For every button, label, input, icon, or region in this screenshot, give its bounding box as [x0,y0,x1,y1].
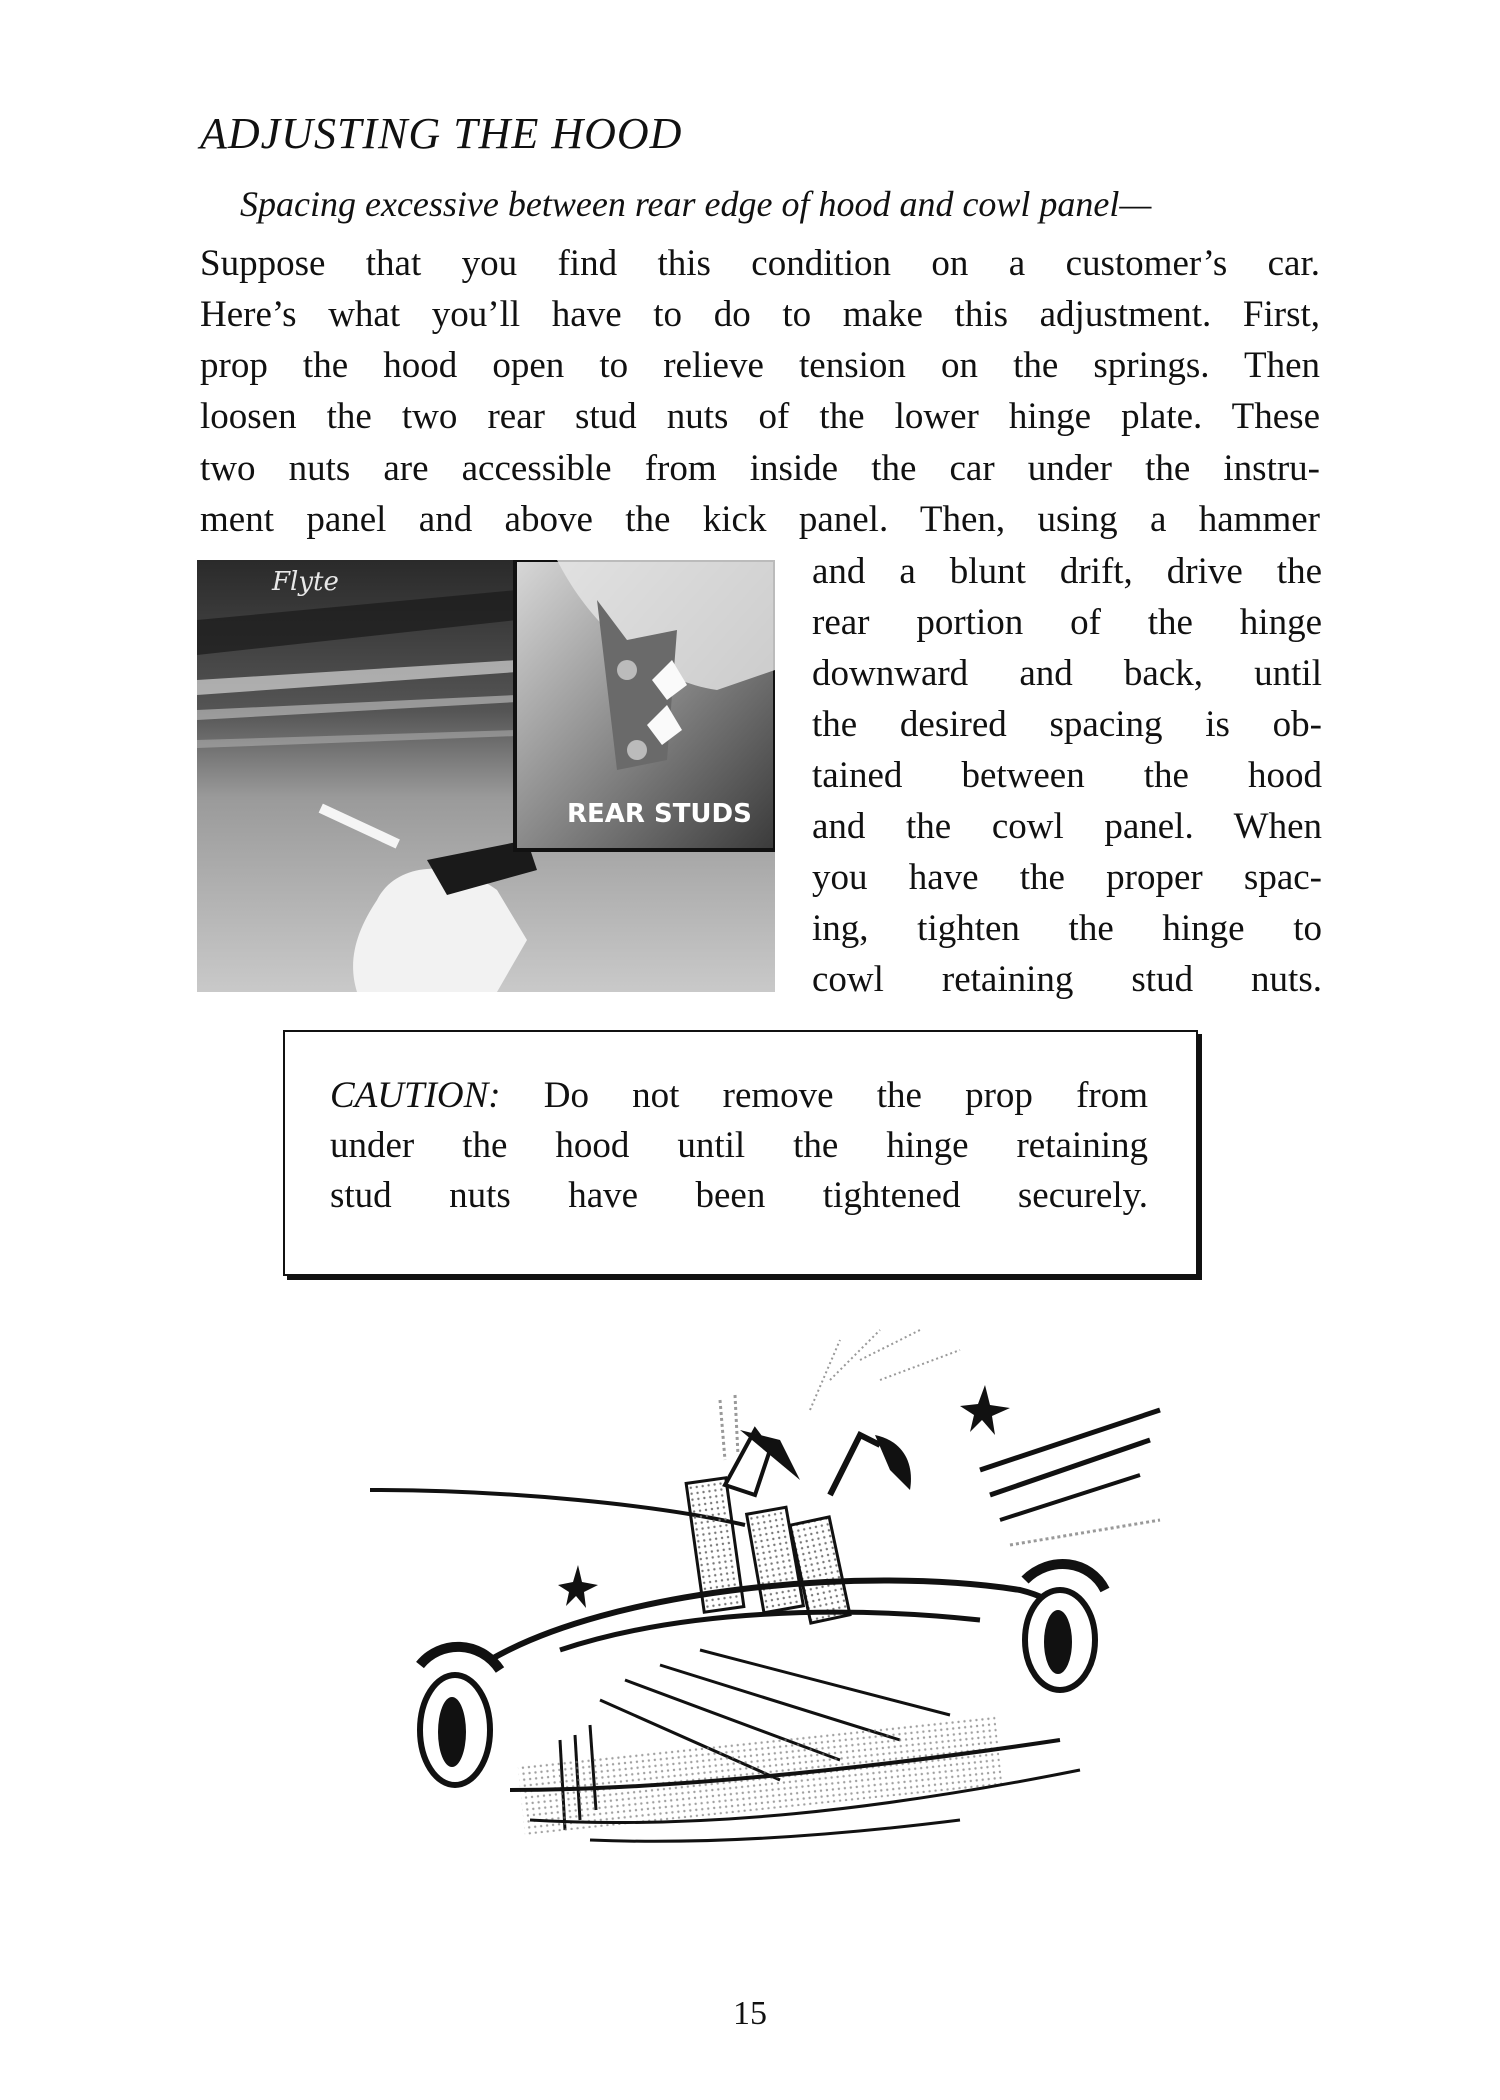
paragraph-line: prop the hood open to relieve tension on the springs. Then [200,345,1320,386]
paragraph-line: Suppose that you find this condition on a customer’s car. [200,243,1320,284]
wrapped-line: and a blunt drift, drive the [812,551,1322,592]
caution-line-3: stud nuts have been tightened securely. [330,1175,1148,1216]
paragraph-line: two nuts are accessible from inside the car under the instru- [200,448,1320,489]
wrapped-line: downward and back, until [812,653,1322,694]
wrapped-line: cowl retaining stud nuts. [812,959,1322,1000]
wrapped-line: you have the proper spac- [812,857,1322,898]
caution-label: CAUTION: [330,1075,501,1116]
paragraph-line: loosen the two rear stud nuts of the lower hinge plate. These [200,396,1320,437]
nameplate-text: Flyte [272,567,339,597]
hood-hinge-photo [197,560,775,992]
paragraph-line: Here’s what you’ll have to do to make this adjustment. First, [200,294,1320,335]
wrapped-line: ing, tighten the hinge to [812,908,1322,949]
page-number: 15 [733,1995,767,2032]
caution-line-1 [330,1074,1148,1117]
wrapped-line: and the cowl panel. When [812,806,1322,847]
wrapped-line: tained between the hood [812,755,1322,796]
paragraph-line: ment panel and above the kick panel. Then, using a hammer [200,499,1320,540]
subheading: Spacing excessive between rear edge of hood and cowl panel— [240,184,1152,224]
wrapped-line: rear portion of the hinge [812,602,1322,643]
caution-line-2: under the hood until the hinge retaining [330,1125,1148,1166]
cartoon-car-illustration [360,1320,1200,1860]
page-heading: ADJUSTING THE HOOD [200,109,683,158]
caution-text: Do not remove the prop from [543,1075,1148,1116]
wrapped-line: the desired spacing is ob- [812,704,1322,745]
inset-label: REAR STUDS [567,799,752,829]
